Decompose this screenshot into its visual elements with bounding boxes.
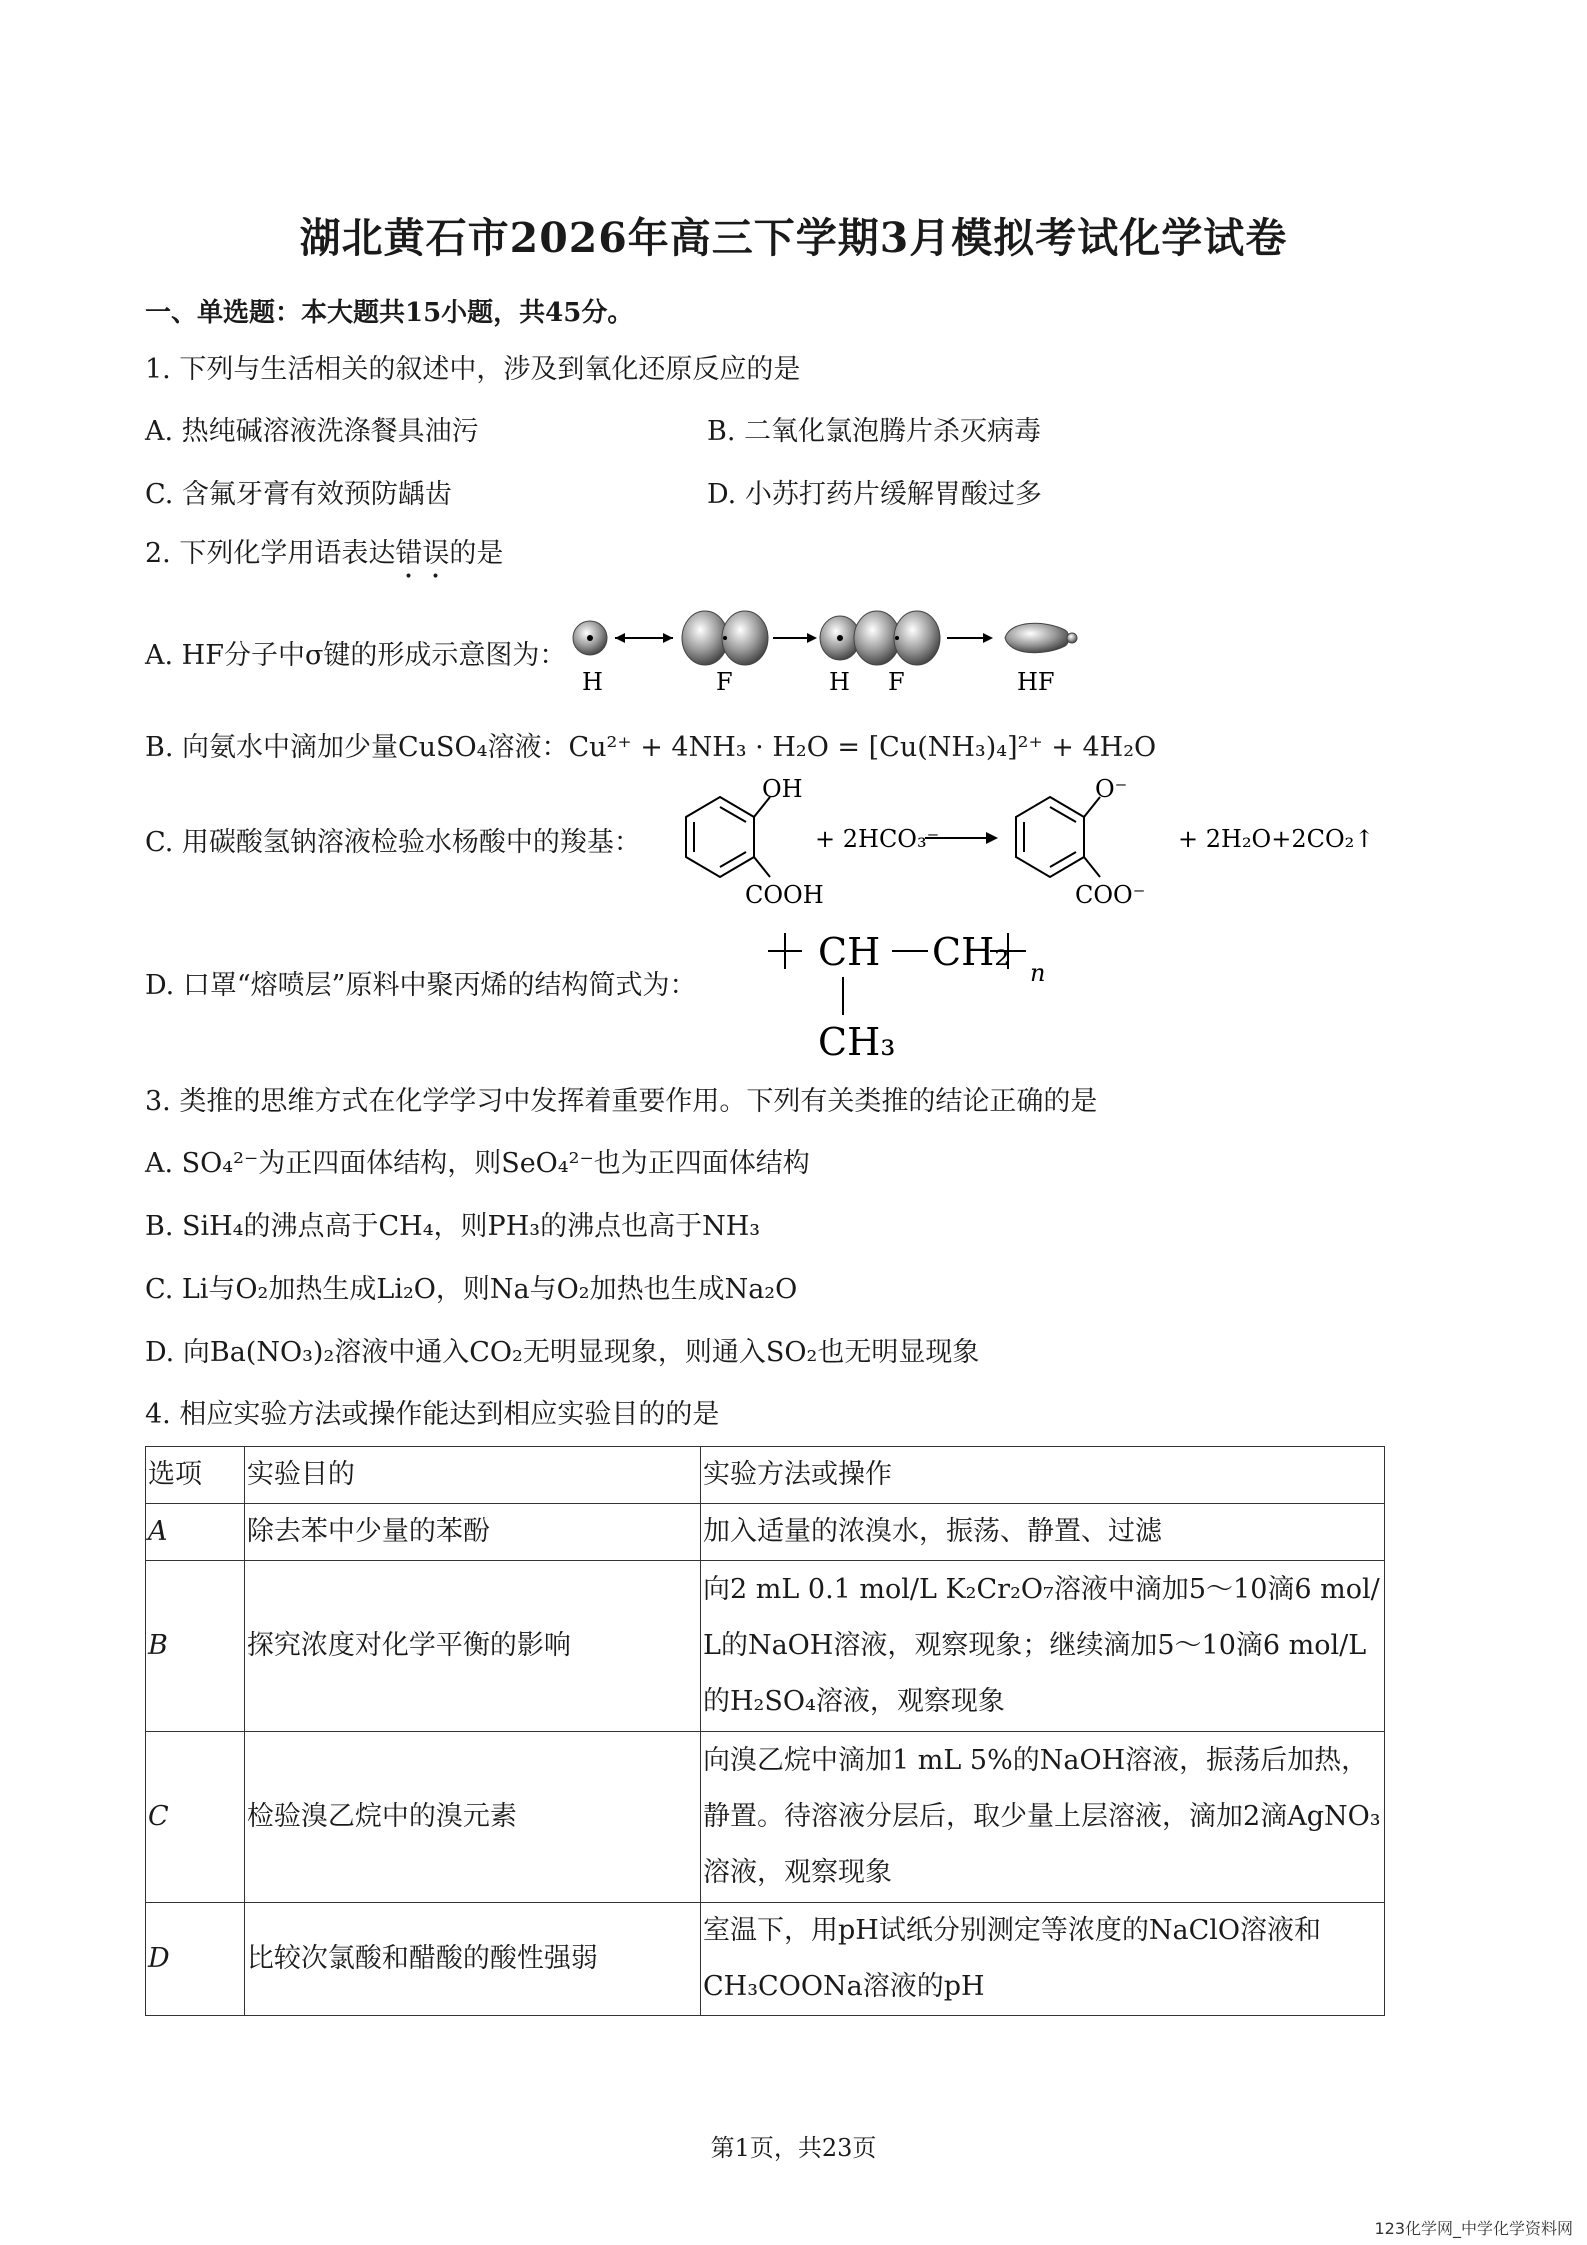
q2-polypropylene-structure [760,915,1100,1065]
right-arrow-icon [947,633,993,643]
orbital-label-h: H [582,668,603,696]
q2-salicylic-reaction [650,775,1390,910]
q2-option-b: B. 向氨水中滴加少量CuSO₄溶液：Cu²⁺ + 4NH₃ · H₂O = [Cu(NH₃)₄]²⁺ + 4H₂O [145,732,1157,763]
ch2-label: CH₂ [932,930,1010,974]
q2-stem-prefix: 2. 下列化学用语表达 [145,538,396,569]
method-line: 加入适量的浓溴水，振荡、静置、过滤 [703,1516,1163,1547]
h-s-orbital [573,621,607,655]
polymer-n-label: n [1030,959,1046,987]
orbital-label-f: F [888,668,905,696]
q2-orbital-diagram [565,600,1085,700]
hf-sigma-orbital [1005,623,1077,652]
q3-option-c: C. Li与O₂加热生成Li₂O，则Na与O₂加热也生成Na₂O [145,1274,798,1305]
watermark: 123化学网_中学化学资料网 [1374,2219,1573,2238]
q2-option-a: A. HF分子中σ键的形成示意图为： [145,640,567,671]
orbital-label-h: H [829,668,850,696]
table-row [146,1561,1385,1732]
page-title: 湖北黄石市2026年高三下学期3月模拟考试化学试卷 [299,214,1288,262]
benzene-ring [686,797,770,877]
method-line: 室温下，用pH试纸分别测定等浓度的NaClO溶液和 [703,1915,1321,1946]
method-line: L的NaOH溶液，观察现象；继续滴加5～10滴6 mol/L [703,1630,1367,1661]
q3-option-b: B. SiH₄的沸点高于CH₄，则PH₃的沸点也高于NH₃ [145,1211,761,1242]
page-footer: 第1页，共23页 [710,2134,877,2162]
method-cell [701,1504,1385,1561]
q2-stem-emphasis: 错误 [395,538,450,569]
q2-option-d: D. 口罩“熔喷层”原料中聚丙烯的结构简式为： [145,970,697,1001]
ch3-label: CH₃ [818,1020,896,1064]
q3-option-d: D. 向Ba(NO₃)₂溶液中通入CO₂无明显现象，则通入SO₂也无明显现象 [145,1337,980,1368]
q2-option-c: C. 用碳酸氢钠溶液检验水杨酸中的羧基： [145,827,641,858]
f-p-orbital [682,611,768,665]
method-line: 向2 mL 0.1 mol/L K₂Cr₂O₇溶液中滴加5～10滴6 mol/ [703,1574,1380,1605]
option-cell: B [146,1561,245,1732]
q2-stem-suffix: 的是 [449,538,504,569]
q3-option-a: A. SO₄²⁻为正四面体结构，则SeO₄²⁻也为正四面体结构 [145,1148,810,1179]
method-line: CH₃COONa溶液的pH [703,1971,985,2002]
double-arrow-icon [615,633,673,643]
q1-option-d: D. 小苏打药片缓解胃酸过多 [707,479,1042,510]
orbital-label-hf: HF [1017,668,1055,696]
method-line: 溶液，观察现象 [703,1857,893,1888]
purpose-cell: 比较次氯酸和醋酸的酸性强弱 [244,1903,700,2016]
oh-label: OH [762,775,803,803]
benzene-ring [1016,797,1100,877]
method-line: 静置。待溶液分层后，取少量上层溶液，滴加2滴AgNO₃ [703,1801,1381,1832]
products-label: + 2H₂O+2CO₂↑ [1178,825,1375,853]
method-line: 向溴乙烷中滴加1 mL 5%的NaOH溶液，振荡后加热， [703,1745,1369,1776]
q1-option-c: C. 含氟牙膏有效预防龋齿 [145,479,452,510]
purpose-cell: 除去苯中少量的苯酚 [244,1504,700,1561]
table-header-row [146,1447,1385,1504]
table-row [146,1903,1385,2016]
q2-stem [145,536,503,585]
q1-option-b: B. 二氧化氯泡腾片杀灭病毒 [707,416,1042,447]
ch-label: CH [818,930,881,974]
experiment-table [145,1446,1385,2016]
q3-stem: 3. 类推的思维方式在化学学习中发挥着重要作用。下列有关类推的结论正确的是 [145,1086,1098,1117]
cooh-label: COOH [745,881,824,909]
table-header-cell: 实验方法或操作 [701,1447,1385,1504]
method-cell [701,1732,1385,1903]
purpose-cell: 探究浓度对化学平衡的影响 [244,1561,700,1732]
section-heading: 一、单选题：本大题共15小题，共45分。 [145,298,634,328]
orbital-label-f: F [716,668,733,696]
option-cell: C [146,1732,245,1903]
purpose-cell: 检验溴乙烷中的溴元素 [244,1732,700,1903]
table-header-cell: 实验目的 [244,1447,700,1504]
method-cell [701,1903,1385,2016]
q1-stem: 1. 下列与生活相关的叙述中，涉及到氧化还原反应的是 [145,354,801,385]
phenoxide-label: O⁻ [1095,775,1128,803]
reagent-label: + 2HCO₃⁻ [815,825,940,853]
method-cell [701,1561,1385,1732]
table-header-cell: 选项 [146,1447,245,1504]
right-arrow-icon [773,633,817,643]
q1-option-a: A. 热纯碱溶液洗涤餐具油污 [145,416,479,447]
h-f-overlap-orbital [820,611,940,665]
carboxylate-label: COO⁻ [1075,881,1146,909]
option-cell: D [146,1903,245,2016]
option-cell: A [146,1504,245,1561]
table-row [146,1504,1385,1561]
method-line: 的H₂SO₄溶液，观察现象 [703,1686,1005,1717]
q4-stem: 4. 相应实验方法或操作能达到相应实验目的的是 [145,1399,720,1430]
table-row [146,1732,1385,1903]
